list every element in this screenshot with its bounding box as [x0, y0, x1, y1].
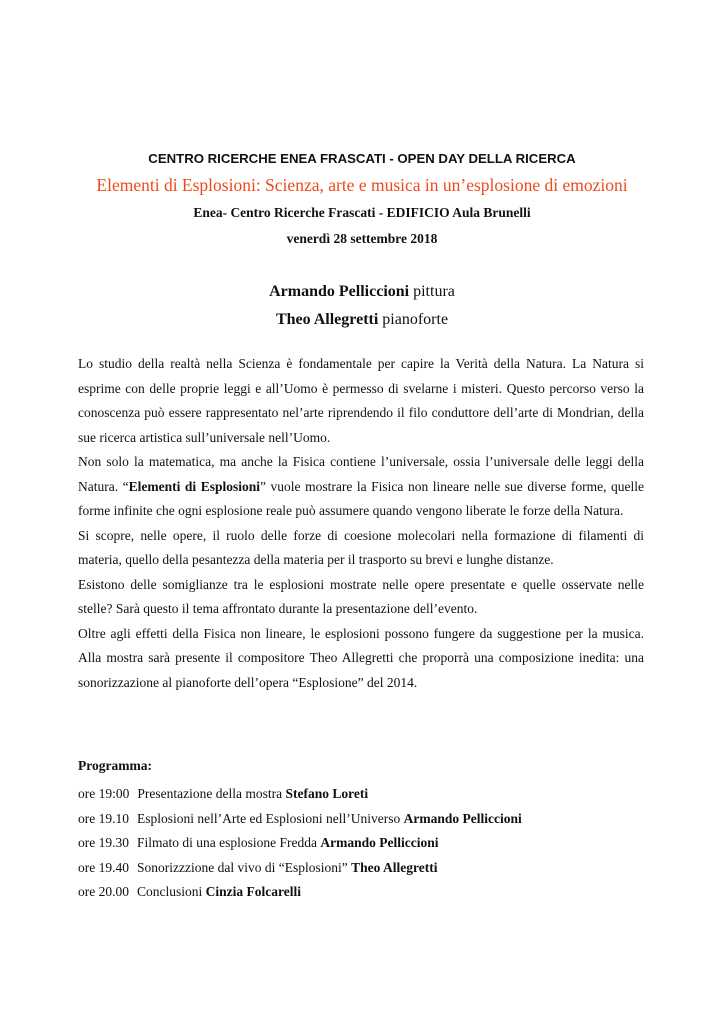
artist-name: Armando Pelliccioni	[269, 283, 410, 300]
paragraph: Non solo la matematica, ma anche la Fisica contiene l’universale, ossia l’universale delle leggi della Natura. “Elementi di Esplosioni” vuole mostrare la Fisica non lineare nelle sue diverse forme, quelle forme infinite che ogni esplosione reale può assumere quando vengono liberate le forze della Natura.	[78, 454, 644, 518]
program-item	[78, 831, 678, 856]
exhibition-name: Elementi di Esplosioni	[128, 478, 261, 494]
artist-role: pianoforte	[382, 311, 449, 328]
program-time: ore 19.10	[78, 810, 129, 826]
program-list	[78, 782, 678, 905]
artist-role: pittura	[413, 283, 455, 300]
event-title: Elementi di Esplosioni: Scienza, arte e musica in un’esplosione di emozioni	[96, 175, 628, 195]
organization-heading: CENTRO RICERCHE ENEA FRASCATI - OPEN DAY DELLA RICERCA	[148, 151, 576, 166]
program-item	[78, 782, 678, 807]
artist-painter	[0, 283, 724, 301]
program-activity: Esplosioni nell’Arte ed Esplosioni nell’Universo	[137, 810, 404, 826]
program-time: ore 20.00	[78, 884, 129, 899]
program-time: ore 19.40	[78, 859, 129, 875]
program-item	[78, 880, 678, 905]
program-activity: Filmato di una esplosione Fredda	[137, 835, 321, 850]
event-venue: Enea- Centro Ricerche Frascati - EDIFICIO Aula Brunelli	[193, 205, 531, 220]
program-time: ore 19.30	[78, 835, 129, 850]
artist-pianist	[0, 311, 724, 329]
program-item	[78, 856, 678, 881]
program-speaker: Theo Allegretti	[351, 859, 438, 875]
event-date: venerdì 28 settembre 2018	[286, 231, 438, 246]
program-speaker: Armando Pelliccioni	[320, 835, 439, 850]
program-activity: Presentazione della mostra	[137, 786, 286, 801]
description-text	[78, 352, 644, 695]
paragraph: Lo studio della realtà nella Scienza è fondamentale per capire la Verità della Natura. La Natura si esprime con delle proprie leggi e all’Uomo è permesso di svelarne i misteri. Questo percorso verso la conoscenza può essere rappresentato nel’arte riprendendo il filo conduttore dell’arte di Mondrian, della sue ricerca artistica sull’universale nell’Uomo.	[78, 356, 644, 445]
program-heading: Programma:	[78, 758, 152, 773]
paragraph: Esistono delle somiglianze tra le esplosioni mostrate nelle opere presentate e quelle osservate nelle stelle? Sarà questo il tema affrontato durante la presentazione dell’evento.	[78, 576, 644, 616]
program-speaker: Stefano Loreti	[285, 786, 369, 801]
paragraph: Si scopre, nelle opere, il ruolo delle forze di coesione molecolari nella formazione di filamenti di materia, quello della pesantezza della materia per il trasporto su brevi e lunghe distanze.	[78, 527, 644, 567]
artist-name: Theo Allegretti	[275, 311, 379, 328]
paragraph: Oltre agli effetti della Fisica non lineare, le esplosioni possono fungere da suggestione per la musica. Alla mostra sarà presente il compositore Theo Allegretti che proporrà una composizione inedita: una sonorizzazione al pianoforte dell’opera “Esplosione” del 2014.	[78, 625, 644, 690]
program-speaker: Armando Pelliccioni	[403, 810, 522, 826]
program-activity: Sonorizzzione dal vivo di “Esplosioni”	[137, 859, 352, 875]
program-time: ore 19:00	[78, 786, 130, 801]
program-activity: Conclusioni	[137, 884, 206, 899]
program-speaker: Cinzia Folcarelli	[205, 884, 301, 899]
program-item	[78, 807, 678, 832]
